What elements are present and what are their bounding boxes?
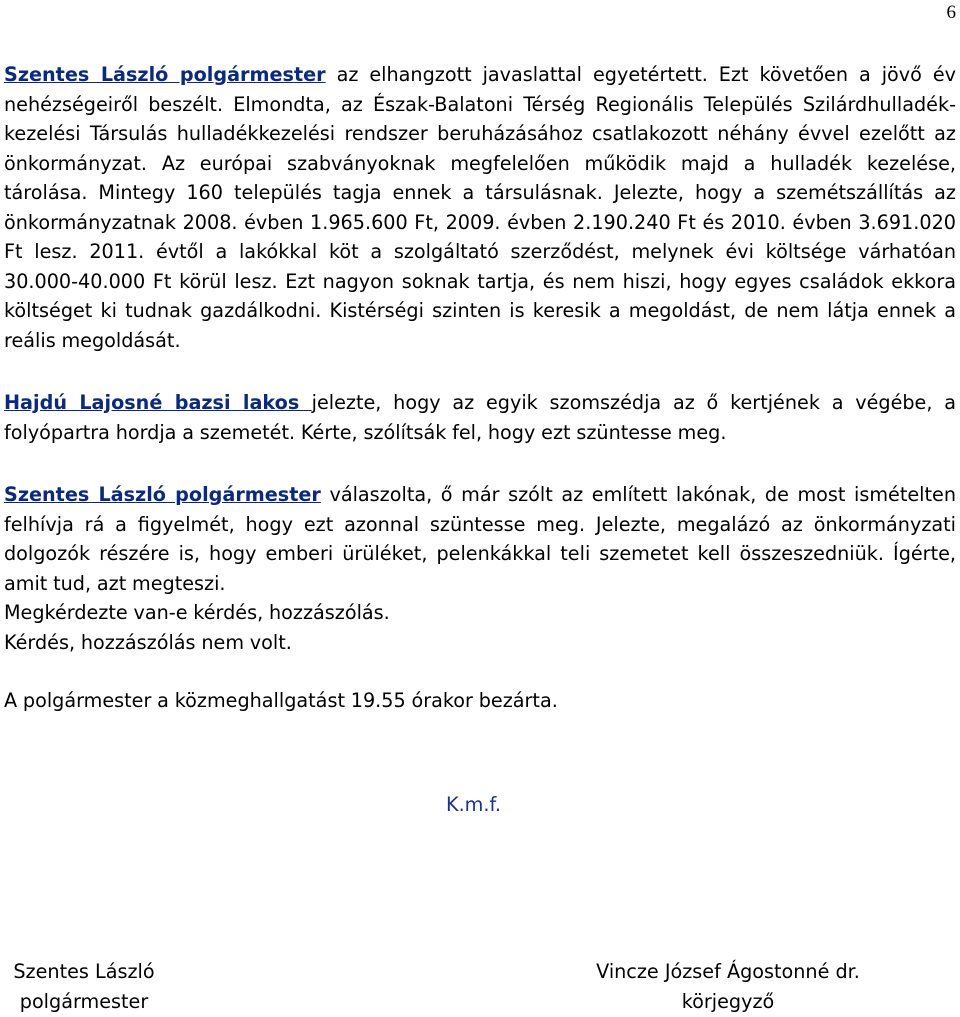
paragraph-text: jelezte, hogy az egyik szomszédja az ő kertjének a végébe, a folyópartra hordja a szemetét. Kérte, szólítsák fel, hogy ezt szüntesse meg. [4,391,956,444]
signature-title: polgármester [19,989,149,1013]
paragraph-closing: A polgármester a közmeghallgatást 19.55 órakor bezárta. [4,689,558,712]
page-number: 6 [946,2,956,23]
paragraph-text: az elhangzott javaslattal egyetértett. Ezt követően a jövő év nehézségeiről beszélt. Elmondta, az Észak-Balatoni Térség Regionális Település Szilárdhulladék-kezelési Társulás hulladékkezelési rendszer beruházásához csatlakozott néhány évvel ezelőtt az önkormányzat. Az európai szabványoknak megfelelően működik majd a hulladék kezelése, tárolása. Mintegy 160 település tagja ennek a társulásnak. Jelezte, hogy a szemétszállítás az önkormányzatnak 2008. évben 1.965.600 Ft, 2009. évben 2.190.240 Ft és 2010. évben 3.691.020 Ft lesz. 2011. évtől a lakókkal köt a szolgáltató szerződést, melynek évi költsége várhatóan 30.000-40.000 Ft körül lesz. Ezt nagyon soknak tartja, és nem hiszi, hogy egyes családok ekkora költséget ki tudnak gazdálkodni. Kistérségi szinten is keresik a megoldást, de nem látja ennek a reális megoldását. [4,63,957,352]
signature-name: Szentes László [13,960,155,983]
paragraph-questions-asked: Megkérdezte van-e kérdés, hozzászólás. [4,601,390,624]
signature-right [578,957,878,1016]
signature-title: körjegyző [681,989,775,1013]
signature-left [4,957,164,1016]
signature-name: Vincze József Ágostonné dr. [596,960,860,983]
speaker-name: Hajdú Lajosné bazsi lakos [4,391,312,414]
document-body [4,60,956,716]
paragraph-mayor-reply [4,480,956,598]
paragraph-text: válaszolta, ő már szólt az említett lakónak, de most ismételten felhívja rá a figyelmét, hogy ezt azonnal szüntesse meg. Jelezte, megalázó az önkormányzati dolgozók részére is, hogy emberi ürüléket, pelenkákkal teli szemetet kell összeszedniük. Ígérte, amit tud, azt megteszi. [4,483,956,595]
speaker-name: Szentes László polgármester [4,483,321,506]
kmf-label: K.m.f. [446,793,501,816]
paragraph-no-questions: Kérdés, hozzászólás nem volt. [4,630,292,654]
speaker-name: Szentes László polgármester [4,63,326,86]
paragraph-mayor-budget [4,60,956,355]
paragraph-resident-complaint [4,388,956,447]
